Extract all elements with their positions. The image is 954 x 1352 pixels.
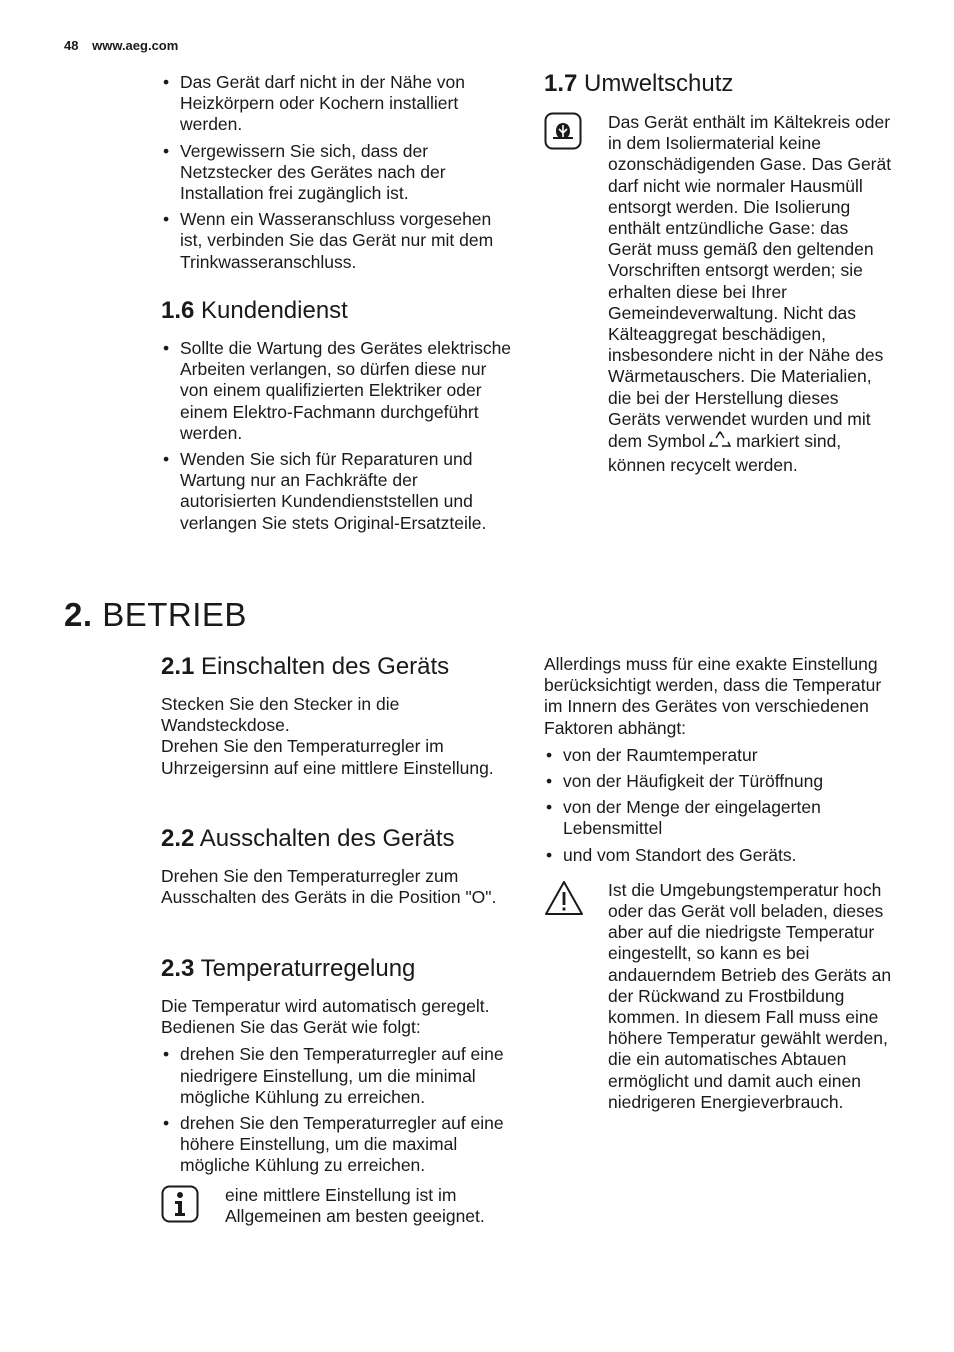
section-1-6 bbox=[161, 296, 513, 539]
recycle-icon bbox=[709, 430, 731, 455]
environment-icon bbox=[544, 112, 582, 155]
list-item: • Wenden Sie sich für Reparaturen und Wartung nur an Fachkräfte der autorisierten Kundendienststellen und verlangen Sie stets Original-Ersatzteile. bbox=[161, 449, 513, 534]
section-2-3 bbox=[161, 954, 513, 1227]
section-heading: 2.3 Temperaturregelung bbox=[161, 955, 416, 982]
paragraph: Die Temperatur wird automatisch geregelt. bbox=[161, 996, 490, 1016]
factor-bullets bbox=[544, 745, 894, 866]
list-item: • Wenn ein Wasseranschluss vorgesehen ist, verbinden Sie das Gerät nur mit dem Trinkwasseranschluss. bbox=[161, 209, 513, 273]
warning-note bbox=[544, 880, 894, 1113]
list-item: • Vergewissern Sie sich, dass der Netzstecker des Gerätes nach der Installation frei zugänglich ist. bbox=[161, 141, 513, 205]
section-heading: 2.2 Ausschalten des Geräts bbox=[161, 825, 455, 852]
info-note bbox=[161, 1185, 513, 1227]
list-item: • von der Häufigkeit der Türöffnung bbox=[544, 771, 894, 792]
list-item: • von der Raumtemperatur bbox=[544, 745, 894, 766]
page-number: 48 bbox=[64, 38, 79, 53]
environment-note bbox=[544, 112, 894, 476]
website: www.aeg.com bbox=[92, 38, 179, 53]
install-bullets bbox=[161, 72, 513, 273]
right-bottom-column bbox=[544, 654, 894, 1113]
list-item: • von der Menge der eingelagerten Lebensmittel bbox=[544, 797, 894, 839]
page-header bbox=[64, 38, 188, 53]
service-bullets bbox=[161, 338, 513, 534]
paragraph: Bedienen Sie das Gerät wie folgt: bbox=[161, 1017, 421, 1038]
section-2-1 bbox=[161, 652, 513, 779]
paragraph: Allerdings muss für eine exakte Einstellung berücksichtigt werden, dass die Temperatur im Innern des Gerätes von verschiedenen Faktoren abhängt: bbox=[544, 654, 882, 738]
info-icon bbox=[161, 1185, 199, 1228]
list-item: • drehen Sie den Temperaturregler auf eine niedrigere Einstellung, um die minimal mögliche Kühlung zu erreichen. bbox=[161, 1044, 513, 1108]
info-text: eine mittlere Einstellung ist im Allgemeinen am besten geeignet. bbox=[225, 1184, 485, 1226]
chapter-title: 2. BETRIEB bbox=[64, 596, 247, 633]
paragraph: Stecken Sie den Stecker in die Wandsteckdose. bbox=[161, 694, 400, 736]
section-heading: 1.6 Kundendienst bbox=[161, 297, 348, 324]
section-heading: 1.7 Umweltschutz bbox=[544, 70, 734, 97]
section-2-2 bbox=[161, 824, 513, 908]
warning-icon bbox=[544, 880, 584, 921]
left-top-column bbox=[161, 72, 513, 278]
list-item: • drehen Sie den Temperaturregler auf eine höhere Einstellung, um die maximal mögliche Kühlung zu erreichen. bbox=[161, 1113, 513, 1177]
paragraph: Drehen Sie den Temperaturregler im Uhrzeigersinn auf eine mittlere Einstellung. bbox=[161, 736, 494, 778]
section-1-7 bbox=[544, 69, 894, 476]
environment-text: Das Gerät enthält im Kältekreis oder in dem Isoliermaterial keine ozonschädigenden Gase. Das Gerät darf nicht wie normaler Hausmüll entsorgt werden. Die Isolierung enthält entzündliche Gase: das Gerät muss gemäß den geltenden Vorschriften entsorgt werden; sie erhalten diese bei Ihrer Gemeindeverwaltung. Nicht das Kälteaggregat beschädigen, insbesondere nicht in der Nähe des Wärmetauschers. Die Materialien, die bei der Herstellung dieses Geräts verwendet wurden und mit dem Symbol markiert sind, können recycelt werden. bbox=[608, 112, 892, 476]
paragraph: Drehen Sie den Temperaturregler zum Ausschalten des Geräts in die Position "O". bbox=[161, 866, 497, 908]
list-item: • Sollte die Wartung des Gerätes elektrische Arbeiten verlangen, so dürfen diese nur von einem qualifizierten Elektriker oder einem Elektro-Fachmann durchgeführt werden. bbox=[161, 338, 513, 444]
temperature-bullets bbox=[161, 1044, 513, 1176]
warning-text: Ist die Umgebungstemperatur hoch oder das Gerät voll beladen, dieses aber auf die niedrigste Temperatur eingestellt, so kann es bei andauerndem Betrieb des Geräts an der Rückwand zu Frostbildung kommen. In diesem Fall muss eine höhere Temperatur gewählt werden, die ein automatisches Abtauen ermöglicht und damit auch einen niedrigeren Energieverbrauch. bbox=[608, 879, 892, 1112]
list-item: • und vom Standort des Geräts. bbox=[544, 845, 894, 866]
section-heading: 2.1 Einschalten des Geräts bbox=[161, 653, 450, 680]
list-item: • Das Gerät darf nicht in der Nähe von Heizkörpern oder Kochern installiert werden. bbox=[161, 72, 513, 136]
